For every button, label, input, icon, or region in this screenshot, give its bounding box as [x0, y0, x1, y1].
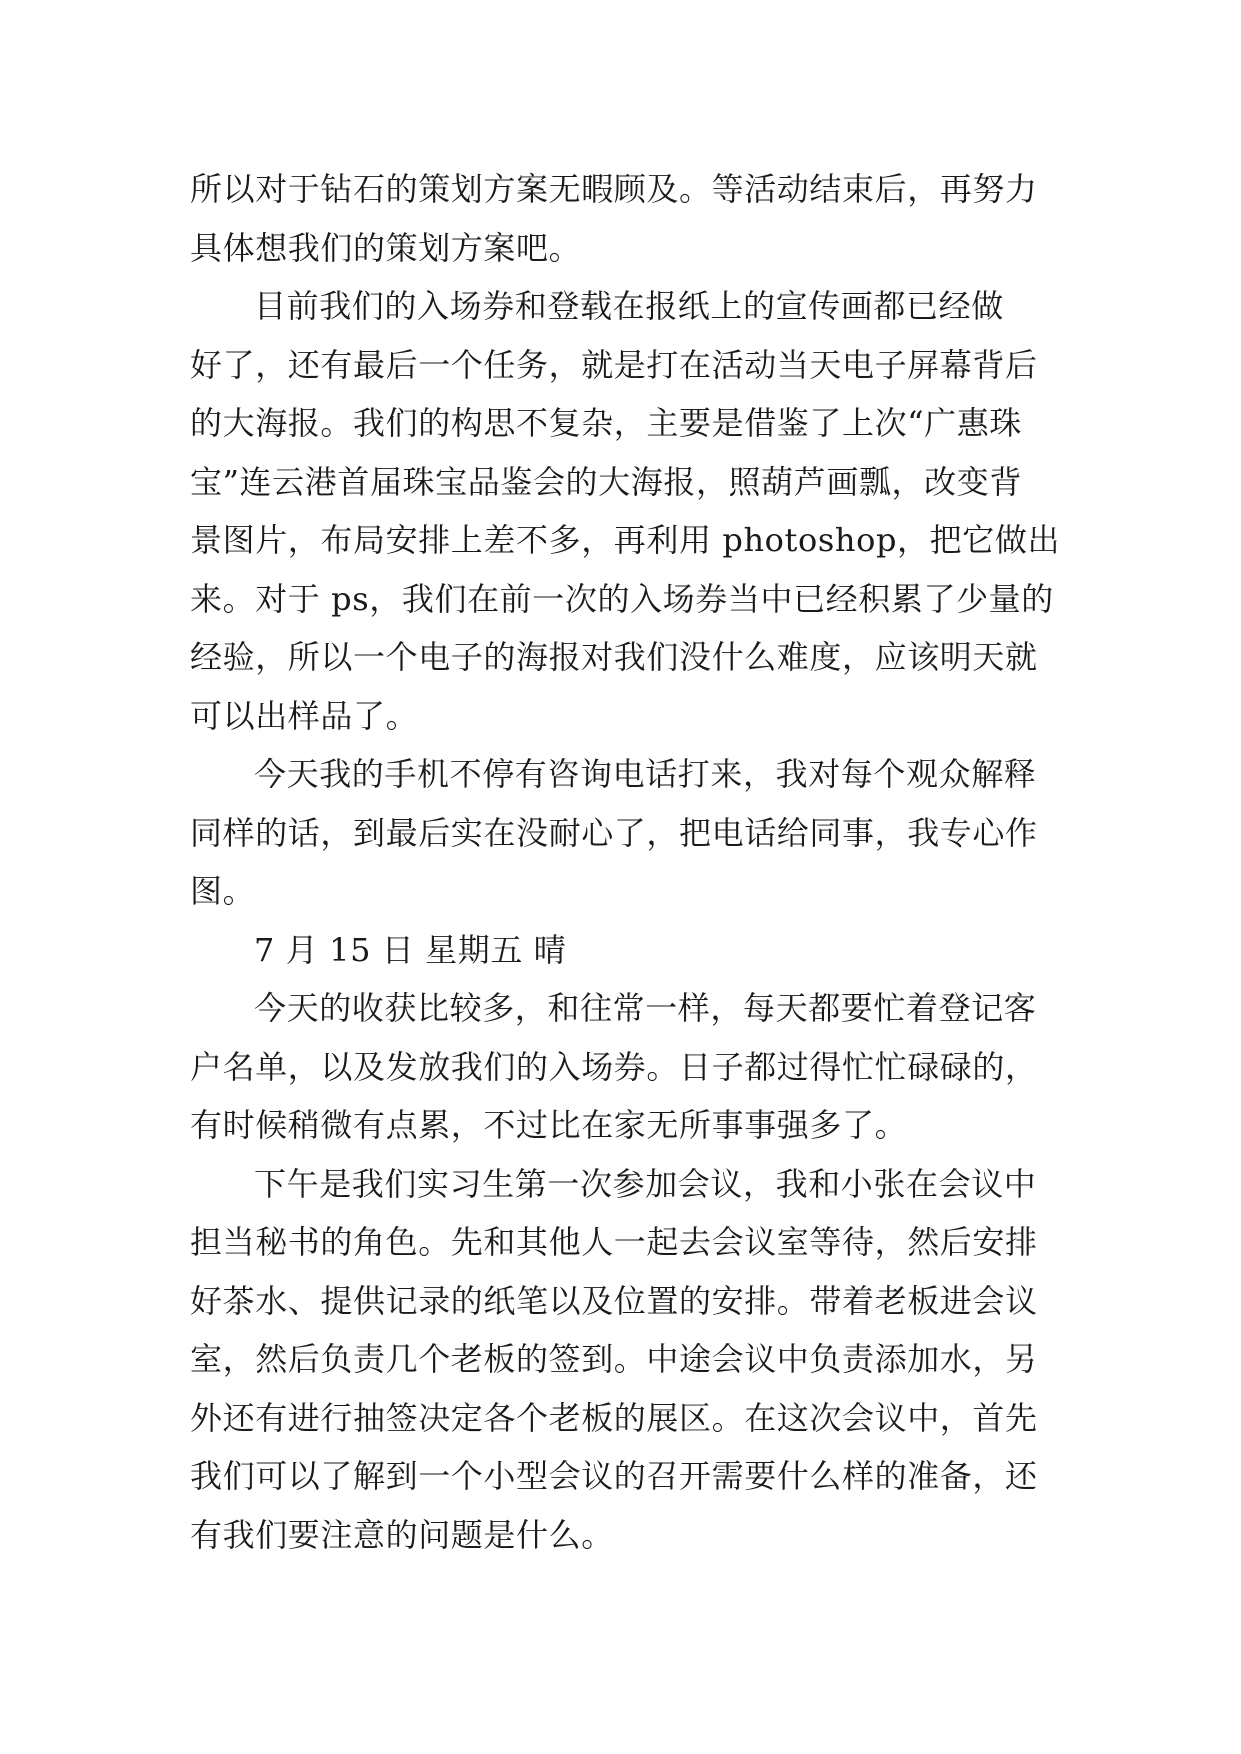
text-line: 具体想我们的策划方案吧。 — [190, 228, 582, 267]
text-line: 目前我们的入场券和登载在报纸上的宣传画都已经做 — [254, 287, 1004, 325]
text-line: 同样的话，到最后实在没耐心了，把电话给同事，我专心作 — [190, 813, 1038, 852]
text-line: 宝”连云港首届珠宝品鉴会的大海报，照葫芦画瓢，改变背 — [190, 462, 1022, 501]
text-line: 担当秘书的角色。先和其他人一起去会议室等待，然后安排 — [190, 1223, 1038, 1261]
text-line: 好了，还有最后一个任务，就是打在活动当天电子屏幕背后 — [190, 345, 1038, 384]
document-body — [190, 160, 1060, 1564]
text-line: 有时候稍微有点累，不过比在家无所事事强多了。 — [190, 1106, 908, 1144]
text-line: 来。对于 ps，我们在前一次的入场券当中已经积累了少量的 — [190, 579, 1054, 618]
text-line: 景图片，布局安排上差不多，再利用 photoshop，把它做出 — [190, 521, 1061, 559]
date-heading: 7 月 15 日 星期五 晴 — [254, 930, 567, 969]
text-line: 图。 — [190, 872, 256, 910]
text-line: 室，然后负责几个老板的签到。中途会议中负责添加水，另 — [190, 1340, 1038, 1378]
text-line: 外还有进行抽签决定各个老板的展区。在这次会议中，首先 — [190, 1398, 1038, 1437]
text-line: 户名单，以及发放我们的入场券。日子都过得忙忙碌碌的， — [190, 1047, 1038, 1086]
text-line: 好茶水、提供记录的纸笔以及位置的安排。带着老板进会议 — [190, 1281, 1038, 1320]
text-line: 下午是我们实习生第一次参加会议，我和小张在会议中 — [254, 1164, 1037, 1203]
text-line: 经验，所以一个电子的海报对我们没什么难度，应该明天就 — [190, 638, 1038, 676]
text-line: 我们可以了解到一个小型会议的召开需要什么样的准备，还 — [190, 1457, 1038, 1495]
text-line: 有我们要注意的问题是什么。 — [190, 1515, 614, 1554]
text-line: 今天我的手机不停有咨询电话打来，我对每个观众解释 — [254, 755, 1037, 793]
text-line: 今天的收获比较多，和往常一样，每天都要忙着登记客 — [254, 989, 1037, 1027]
text-line: 的大海报。我们的构思不复杂，主要是借鉴了上次“广惠珠 — [190, 404, 1022, 442]
text-line: 所以对于钻石的策划方案无暇顾及。等活动结束后，再努力 — [190, 170, 1038, 208]
text-line: 可以出样品了。 — [190, 696, 419, 735]
